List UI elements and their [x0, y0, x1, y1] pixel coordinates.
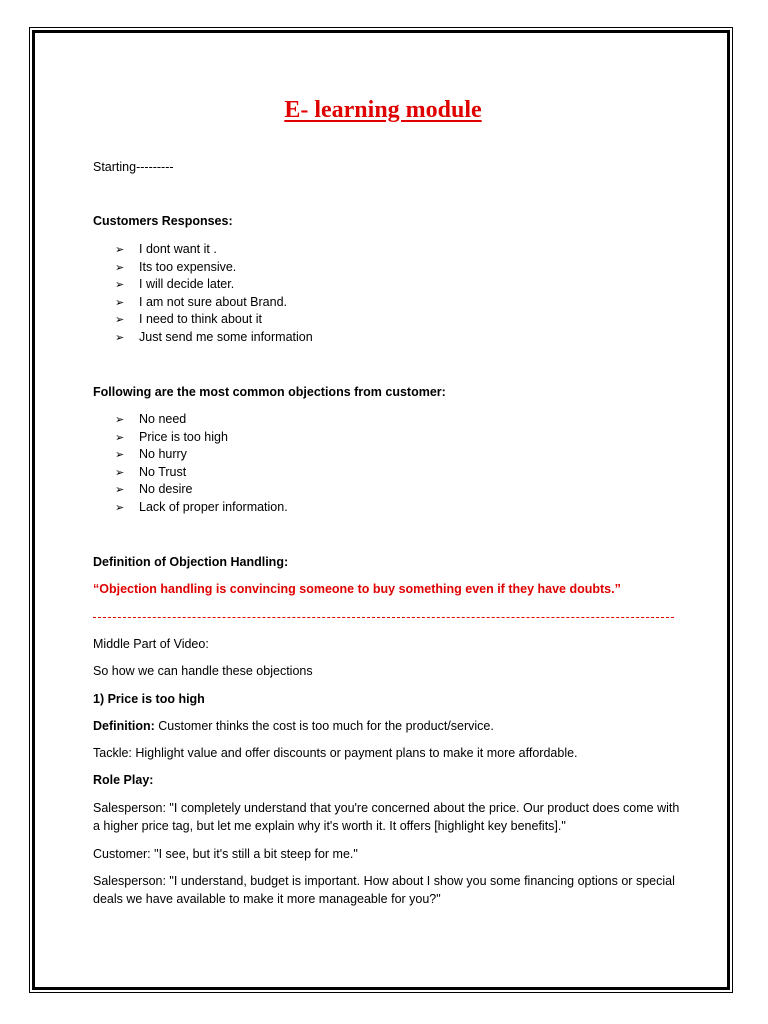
list-item: ➢ I am not sure about Brand.	[93, 294, 313, 312]
list-item: ➢ Just send me some information	[93, 329, 313, 347]
definition-heading: Definition of Objection Handling:	[93, 555, 289, 569]
list-item: ➢ No desire	[93, 481, 288, 499]
definition-quote: “Objection handling is convincing someone to buy something even if they have doubts.”	[93, 582, 621, 596]
list-item: ➢ Price is too high	[93, 429, 288, 447]
definition-label: Definition:	[93, 719, 155, 733]
arrow-bullet-icon: ➢	[115, 500, 125, 514]
list-item: ➢ Its too expensive.	[93, 259, 313, 277]
arrow-bullet-icon: ➢	[115, 465, 125, 479]
objections-list	[93, 411, 288, 516]
handle-intro: So how we can handle these objections	[93, 664, 313, 678]
section-divider	[93, 617, 674, 618]
list-item: ➢ No Trust	[93, 464, 288, 482]
arrow-bullet-icon: ➢	[115, 313, 125, 326]
tackle-line: Tackle: Highlight value and offer discounts or payment plans to make it more affordable.	[93, 746, 578, 760]
arrow-bullet-icon: ➢	[115, 330, 125, 344]
list-item: ➢ No hurry	[93, 446, 288, 464]
salesperson-line-1: Salesperson: "I completely understand that you're concerned about the price. Our product does come with a higher price tag, but let me explain why it's worth it. It offers [highlight key benefits]."	[93, 801, 680, 833]
arrow-bullet-icon: ➢	[115, 448, 125, 461]
list-item: ➢ No need	[93, 411, 288, 429]
arrow-bullet-icon: ➢	[115, 413, 125, 426]
middle-part-label: Middle Part of Video:	[93, 637, 209, 651]
definition-text: Customer thinks the cost is too much for the product/service.	[154, 719, 494, 733]
document-title: E- learning module	[284, 97, 482, 123]
list-item: ➢ I will decide later.	[93, 276, 313, 294]
role-play-heading: Role Play:	[93, 773, 154, 787]
customers-heading: Customers Responses:	[93, 214, 233, 228]
arrow-bullet-icon: ➢	[115, 260, 125, 274]
arrow-bullet-icon: ➢	[115, 483, 125, 496]
objections-heading: Following are the most common objections from customer:	[93, 385, 446, 399]
arrow-bullet-icon: ➢	[115, 243, 125, 256]
salesperson-line-2: Salesperson: "I understand, budget is important. How about I show you some financing options or special deals we have available to make it more manageable for you?"	[93, 874, 675, 906]
arrow-bullet-icon: ➢	[115, 278, 125, 291]
list-item: ➢ I dont want it .	[93, 241, 313, 259]
starting-text: Starting---------	[93, 160, 174, 174]
customer-line-1: Customer: "I see, but it's still a bit steep for me."	[93, 847, 358, 861]
list-item: ➢ I need to think about it	[93, 311, 313, 329]
arrow-bullet-icon: ➢	[115, 295, 125, 309]
arrow-bullet-icon: ➢	[115, 430, 125, 444]
section-heading-price: 1) Price is too high	[93, 692, 205, 706]
definition-line	[93, 718, 494, 736]
customer-responses-list	[93, 241, 313, 346]
list-item: ➢ Lack of proper information.	[93, 499, 288, 517]
